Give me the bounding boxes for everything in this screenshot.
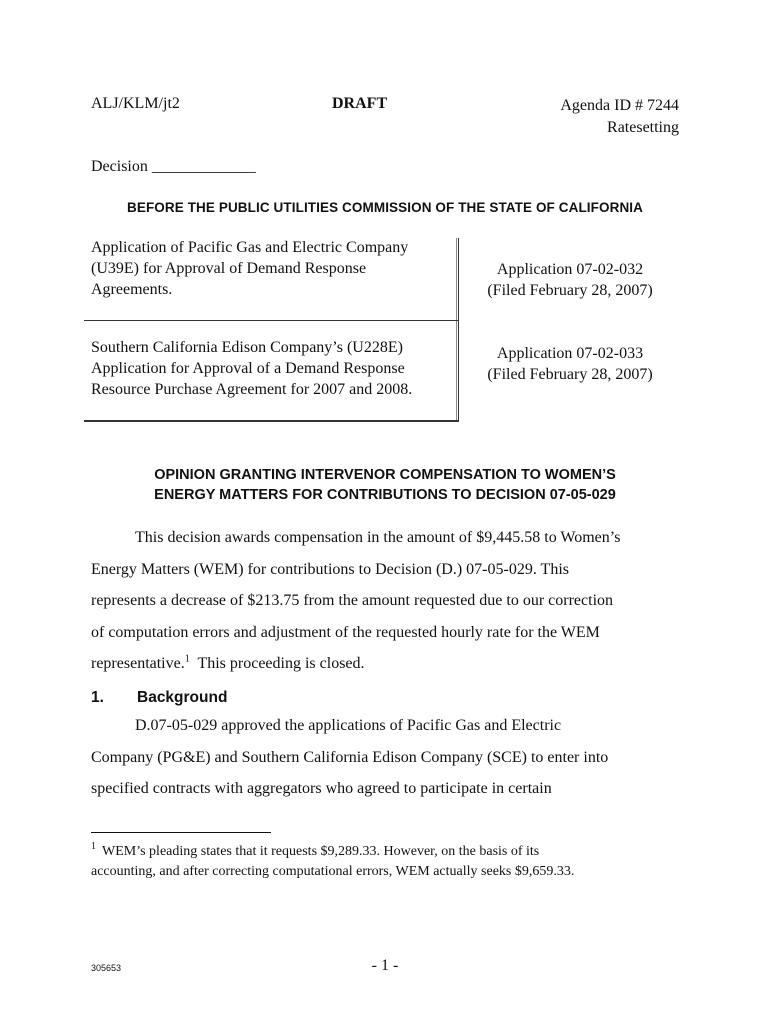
proceeding-type: Ratesetting: [607, 119, 679, 136]
background-paragraph: [91, 710, 681, 805]
party-line: Agreements.: [91, 281, 173, 298]
caption-border-shadow: [456, 238, 457, 421]
pge-application-number: [470, 259, 670, 301]
agenda-block: [560, 95, 679, 139]
party-line: Application for Approval of a Demand Response: [91, 360, 405, 377]
caption-divider: [84, 320, 459, 321]
commission-heading: BEFORE THE PUBLIC UTILITIES COMMISSION OF THE STATE OF CALIFORNIA: [127, 200, 643, 215]
party-line: Southern California Edison Company’s (U228E): [91, 339, 403, 356]
body-line: represents a decrease of $213.75 from the amount requested due to our correction: [91, 592, 614, 609]
footnote-line: WEM’s pleading states that it requests $9,289.33. However, on the basis of its: [102, 844, 540, 859]
footnote-reference[interactable]: 1: [184, 653, 190, 665]
application-number: Application 07-02-033: [496, 345, 644, 362]
body-line: of computation errors and adjustment of the requested hourly rate for the WEM: [91, 623, 600, 641]
decision-line: Decision _____________: [91, 158, 256, 175]
body-line: specified contracts with aggregators who agreed to participate in certain: [91, 780, 552, 797]
docket-code: ALJ/KLM/jt2: [91, 95, 180, 112]
page-number: - 1 -: [371, 957, 399, 974]
party-line: (U39E) for Approval of Demand Response: [91, 260, 367, 277]
body-line: This decision awards compensation in the amount of $9,445.58 to Women’s: [135, 529, 621, 546]
draft-label: DRAFT: [332, 95, 388, 112]
application-number: Application 07-02-032: [496, 261, 644, 278]
opinion-title: [0, 465, 770, 505]
sce-application-number: [470, 343, 670, 385]
section-number: 1.: [91, 689, 104, 706]
footnote-line: accounting, and after correcting computational errors, WEM actually seeks $9,659.33.: [91, 864, 575, 879]
section-title: Background: [137, 689, 228, 706]
body-line: This proceeding is closed.: [189, 655, 365, 672]
caption-border-vertical: [458, 238, 459, 421]
body-line: Energy Matters (WEM) for contributions to Decision (D.) 07-05-029. This: [91, 560, 569, 578]
filed-date: (Filed February 28, 2007): [487, 282, 653, 299]
document-number: 305653: [91, 963, 122, 973]
party-line: Resource Purchase Agreement for 2007 and 2008.: [91, 381, 413, 398]
pge-application-party: [91, 237, 451, 300]
caption-border-bottom: [84, 420, 459, 422]
footnote-mark: 1: [91, 841, 96, 853]
agenda-id: Agenda ID # 7244: [560, 97, 679, 114]
body-line: representative.: [91, 655, 185, 672]
body-line: Company (PG&E) and Southern California Edison Company (SCE) to enter into: [91, 748, 609, 766]
footnote-separator: [91, 832, 271, 833]
party-line: Application of Pacific Gas and Electric Company: [91, 239, 409, 256]
intro-paragraph: [91, 522, 681, 680]
title-line: OPINION GRANTING INTERVENOR COMPENSATION TO WOMEN’S: [154, 467, 616, 483]
title-line: ENERGY MATTERS FOR CONTRIBUTIONS TO DECISION 07-05-029: [154, 487, 616, 503]
filed-date: (Filed February 28, 2007): [487, 366, 653, 383]
body-line: D.07-05-029 approved the applications of Pacific Gas and Electric: [135, 717, 562, 734]
footnote: [91, 842, 681, 882]
sce-application-party: [91, 337, 451, 400]
